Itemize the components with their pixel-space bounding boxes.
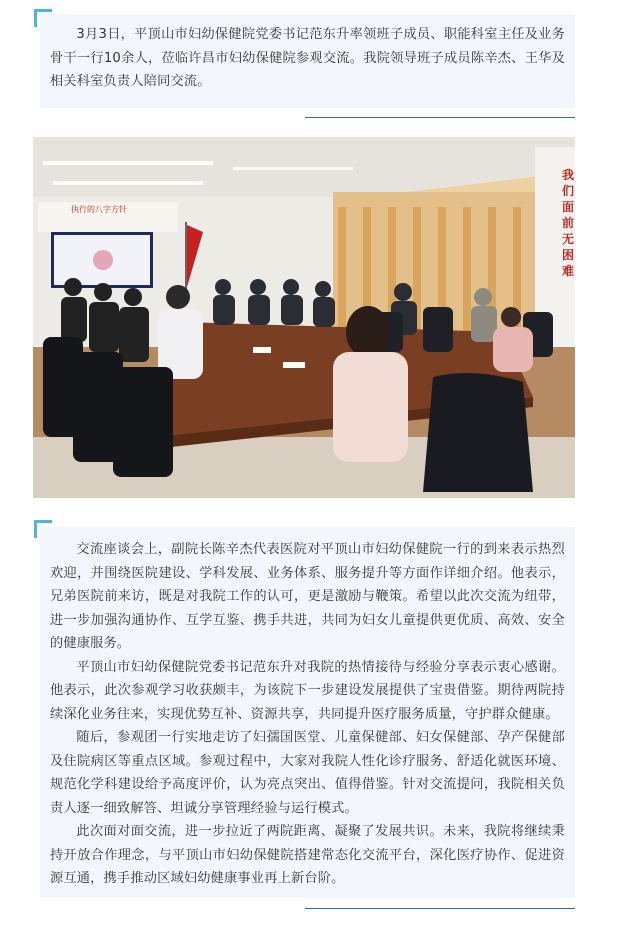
body-paragraph-1: 交流座谈会上，副院长陈辛杰代表医院对平顶山市妇幼保健院一行的到来表示热烈欢迎，并围绕医院建设、学科发展、业务体系、服务提升等方面作详细介绍。他表示，兄弟医院前来访，既是对我院工作的认可，更是激励与鞭策。希望以此次交流为纽带，进一步加强沟通协作、互学互鉴、携手共进，共同为妇女儿童提供更优质、高效、安全的健康服务。 [50, 542, 565, 651]
divider-line [305, 908, 575, 909]
intro-paragraph: 3月3日，平顶山市妇幼保健院党委书记范东升率领班子成员、职能科室主任及业务骨干一行10余人，莅临许昌市妇幼保健院参观交流。我院领导班子成员陈辛杰、王华及相关科室负责人陪同交流。 [50, 27, 565, 89]
meeting-photo [33, 137, 575, 498]
body-paragraph-3: 随后，参观团一行实地走访了妇孺国医堂、儿童保健部、妇女保健部、孕产保健部及住院病区等重点区域。参观过程中，大家对我院人性化诊疗服务、舒适化就医环境、规范化学科建设给予高度评价，认为亮点突出、值得借鉴。针对交流提问，我院相关负责人逐一细致解答、坦诚分享管理经验与运行模式。 [50, 730, 565, 816]
body-paragraph-2: 平顶山市妇幼保健院党委书记范东升对我院的热情接待与经验分享表示衷心感谢。他表示，此次参观学习收获颇丰，为该院下一步建设发展提供了宝贵借鉴。期待两院持续深化业务往来，实现优势互补、资源共享，共同提升医疗服务质量，守护群众健康。 [50, 659, 565, 722]
intro-block [40, 14, 575, 108]
body-paragraph-4: 此次面对面交流，进一步拉近了两院距离、凝聚了发展共识。未来，我院将继续秉持开放合作理念，与平顶山市妇幼保健院搭建常态化交流平台，深化医疗协作、促进资源互通，携手推动区域妇幼健康事业再上新台阶。 [50, 824, 565, 886]
body-block [40, 527, 575, 898]
banner-title: 执行的八字方针 [71, 205, 127, 214]
wall-slogan: 我们面前无困难 [562, 168, 575, 278]
divider-line [305, 117, 575, 118]
meeting-room-illustration [33, 137, 575, 498]
